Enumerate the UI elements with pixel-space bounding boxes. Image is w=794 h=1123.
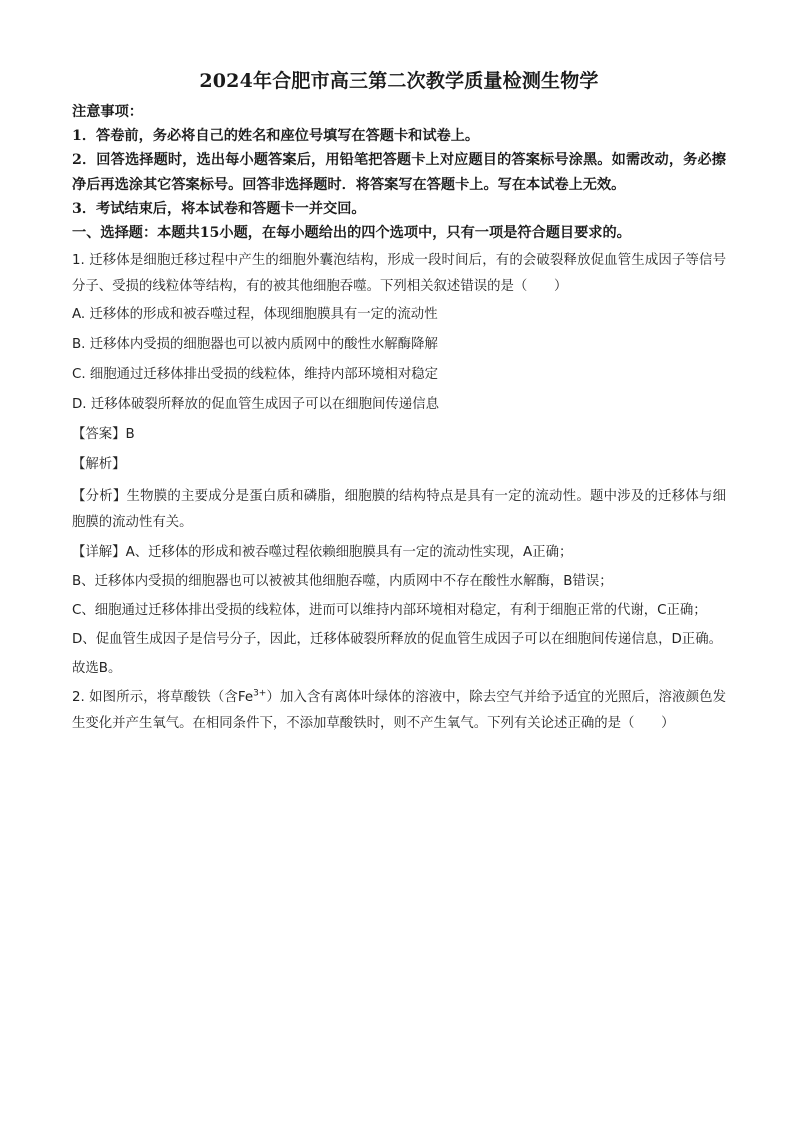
question-1-xiangjie-b: B、迁移体内受损的细胞器也可以被被其他细胞吞噬，内质网中不存在酸性水解酶，B错误； <box>72 574 613 589</box>
notice-item-2: 2．回答选择题时，选出每小题答案后，用铅笔把答题卡上对应题目的答案标号涂黑。如需改动，务必擦净后再选涂其它答案标号。回答非选择题时．将答案写在答题卡上。写在本试卷上无效。 <box>72 152 726 193</box>
notice-item-3: 3．考试结束后，将本试卷和答题卡一并交回。 <box>72 201 366 217</box>
xiangjie-tag: 【详解】 <box>72 545 126 560</box>
q2-stem-part1: 2. 如图所示，将草酸铁（含Fe <box>72 690 254 705</box>
question-1-fenxi <box>72 484 726 536</box>
question-1-analysis-heading: 【解析】 <box>72 457 126 472</box>
question-1-stem: 1. 迁移体是细胞迁移过程中产生的细胞外囊泡结构，形成一段时间后，有的会破裂释放促血管生成因子等信号分子、受损的线粒体等结构，有的被其他细胞吞噬。下列相关叙述错误的是（ ） <box>72 253 726 294</box>
question-1-answer: 【答案】B <box>72 427 135 442</box>
fenxi-tag: 【分析】 <box>72 489 127 504</box>
question-1-option-d: D. 迁移体破裂所释放的促血管生成因子可以在细胞间传递信息 <box>72 397 439 412</box>
question-1-option-c: C. 细胞通过迁移体排出受损的线粒体，维持内部环境相对稳定 <box>72 367 439 382</box>
section-heading: 一、选择题：本题共15小题，在每小题给出的四个选项中，只有一项是符合题目要求的。 <box>72 225 631 241</box>
fenxi-text: 生物膜的主要成分是蛋白质和磷脂，细胞膜的结构特点是具有一定的流动性。题中涉及的迁移体与细胞膜的流动性有关。 <box>72 489 727 530</box>
question-1-xiangjie-a <box>72 540 726 566</box>
question-1-option-a: A. 迁移体的形成和被吞噬过程，体现细胞膜具有一定的流动性 <box>72 307 438 322</box>
document-page <box>72 66 726 737</box>
notice-item-1: 1．答卷前，务必将自己的姓名和座位号填写在答题卡和试卷上。 <box>72 128 480 144</box>
question-1-conclusion: 故选B。 <box>72 661 122 676</box>
xiangjie-a-text: A、迁移体的形成和被吞噬过程依赖细胞膜具有一定的流动性实现，A正确； <box>125 545 573 560</box>
question-1-xiangjie-d: D、促血管生成因子是信号分子，因此，迁移体破裂所释放的促血管生成因子可以在细胞间传递信息，D正确。 <box>72 632 722 647</box>
q2-stem-part2: ）加入含有离体叶绿体的溶液中，除去空气并给予适宜的光照后，溶液颜色发生变化并产生氧气。在相同条件下，不添加草酸铁时，则不产生氧气。下列有关论述正确的是（ ） <box>72 690 726 731</box>
question-1-option-b: B. 迁移体内受损的细胞器也可以被内质网中的酸性水解酶降解 <box>72 337 438 352</box>
q2-superscript: 3+ <box>253 688 267 699</box>
notice-heading: 注意事项： <box>72 104 143 120</box>
document-title: 2024年合肥市高三第二次教学质量检测生物学 <box>199 70 599 92</box>
question-1-xiangjie-c: C、细胞通过迁移体排出受损的线粒体，进而可以维持内部环境相对稳定，有利于细胞正常的代谢，C正确； <box>72 603 707 618</box>
question-2-stem <box>72 685 726 737</box>
